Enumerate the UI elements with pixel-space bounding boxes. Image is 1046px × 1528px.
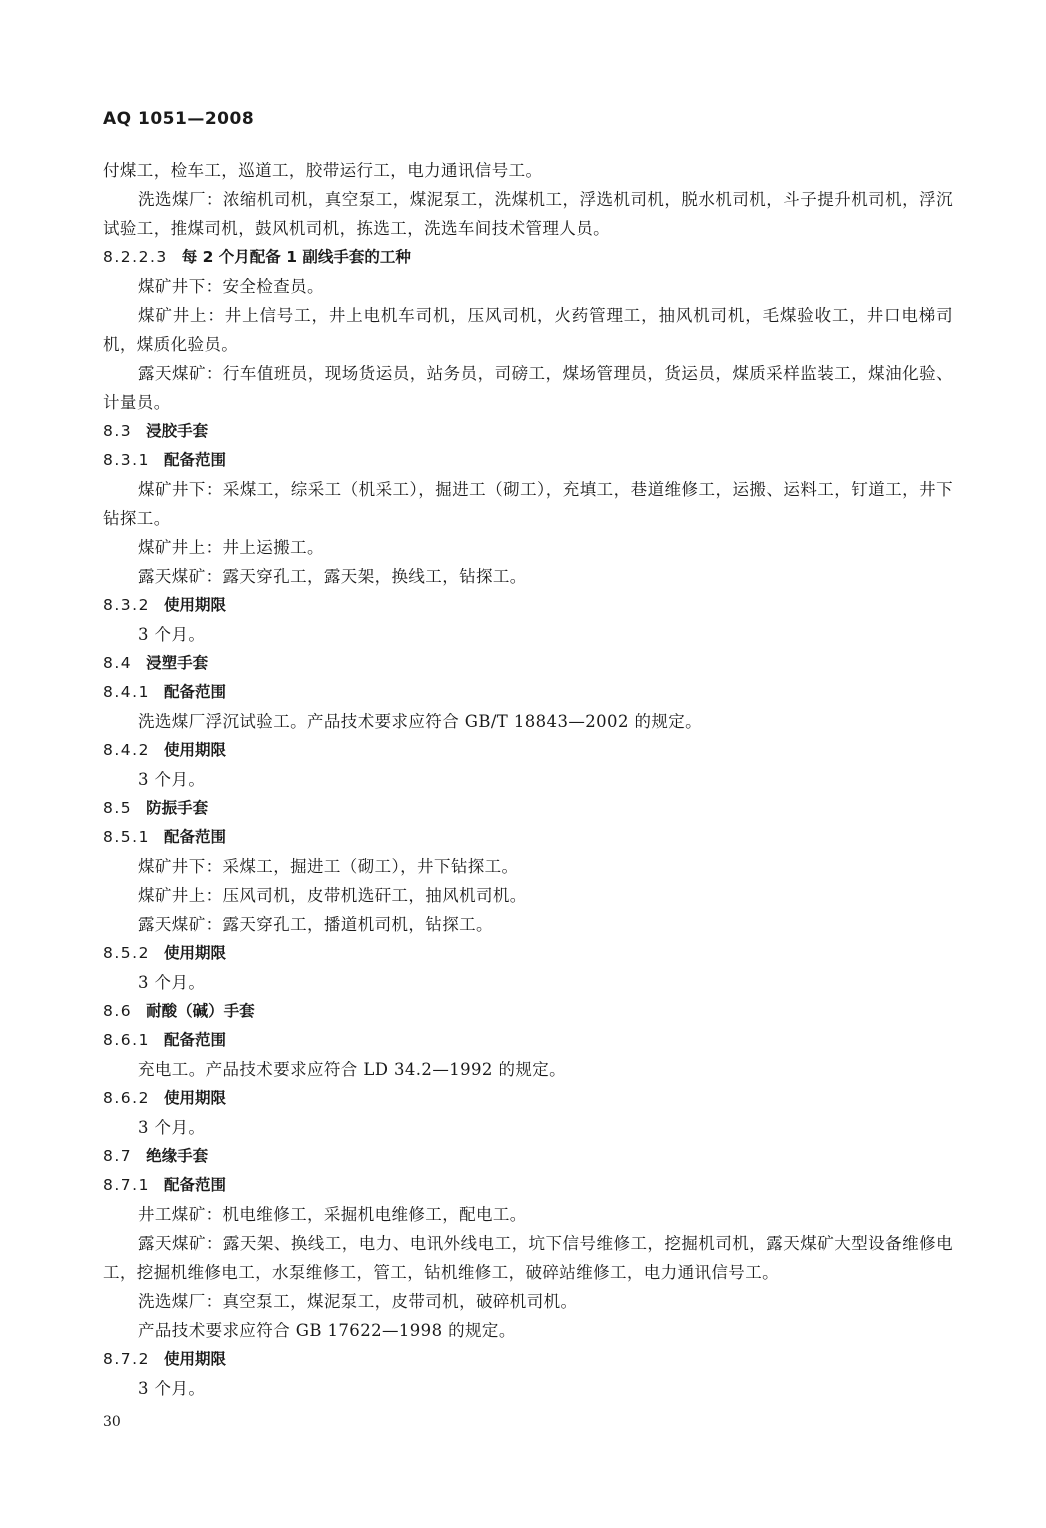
section-heading bbox=[103, 1345, 953, 1374]
paragraph: 煤矿井上：井上信号工，井上电机车司机，压风司机，火药管理工，抽风机司机，毛煤验收工，井口电梯司机，煤质化验员。 bbox=[103, 306, 953, 354]
paragraph: 露天煤矿：露天穿孔工，播道机司机，钻探工。 bbox=[138, 915, 493, 934]
paragraph: 露天煤矿：露天架、换线工，电力、电讯外线电工，坑下信号维修工，挖掘机司机，露天煤矿大型设备维修电工，挖掘机维修电工，水泵维修工，管工，钻机维修工，破碎站维修工，电力通讯信号工。 bbox=[103, 1234, 953, 1282]
section-heading bbox=[103, 939, 953, 968]
section-heading bbox=[103, 736, 953, 765]
section-title: 配备范围 bbox=[163, 683, 226, 701]
paragraph: 煤矿井上：井上运搬工。 bbox=[138, 538, 324, 557]
section-number: 8.5.2 bbox=[103, 944, 150, 962]
section-title: 耐酸（碱）手套 bbox=[146, 1002, 255, 1020]
section-heading bbox=[103, 1142, 953, 1171]
section-number: 8.7.2 bbox=[103, 1350, 150, 1368]
paragraph: 3 个月。 bbox=[138, 770, 206, 789]
section-number: 8.4.1 bbox=[103, 683, 150, 701]
section-number: 8.4.2 bbox=[103, 741, 150, 759]
paragraph: 产品技术要求应符合 GB 17622—1998 的规定。 bbox=[138, 1321, 516, 1340]
paragraph: 煤矿井下：采煤工，综采工（机采工），掘进工（砌工），充填工，巷道维修工，运搬、运料工，钉道工，井下钻探工。 bbox=[103, 480, 953, 528]
paragraph: 3 个月。 bbox=[138, 625, 206, 644]
section-number: 8.6.1 bbox=[103, 1031, 150, 1049]
section-title: 使用期限 bbox=[163, 944, 226, 962]
section-title: 绝缘手套 bbox=[146, 1147, 209, 1165]
section-number: 8.3 bbox=[103, 422, 133, 440]
section-heading bbox=[103, 446, 953, 475]
document-body bbox=[103, 156, 953, 1403]
paragraph: 煤矿井下：安全检查员。 bbox=[138, 277, 324, 296]
section-title: 浸塑手套 bbox=[146, 654, 209, 672]
section-number: 8.5.1 bbox=[103, 828, 150, 846]
section-number: 8.3.1 bbox=[103, 451, 150, 469]
section-heading bbox=[103, 823, 953, 852]
section-title: 使用期限 bbox=[163, 1089, 226, 1107]
section-title: 配备范围 bbox=[163, 1031, 226, 1049]
page-number: 30 bbox=[103, 1414, 121, 1430]
section-heading bbox=[103, 649, 953, 678]
section-title: 使用期限 bbox=[163, 741, 226, 759]
paragraph: 3 个月。 bbox=[138, 1118, 206, 1137]
paragraph: 洗选煤厂：真空泵工，煤泥泵工，皮带司机，破碎机司机。 bbox=[138, 1292, 578, 1311]
paragraph: 露天煤矿：行车值班员，现场货运员，站务员，司磅工，煤场管理员，货运员，煤质采样监装工，煤油化验、计量员。 bbox=[103, 364, 953, 412]
section-title: 配备范围 bbox=[163, 828, 226, 846]
section-heading bbox=[103, 794, 953, 823]
section-title: 配备范围 bbox=[163, 451, 226, 469]
paragraph: 井工煤矿：机电维修工，采掘机电维修工，配电工。 bbox=[138, 1205, 527, 1224]
section-number: 8.7 bbox=[103, 1147, 133, 1165]
section-title: 使用期限 bbox=[163, 1350, 226, 1368]
paragraph: 洗选煤厂浮沉试验工。产品技术要求应符合 GB/T 18843—2002 的规定。 bbox=[138, 712, 703, 731]
paragraph: 3 个月。 bbox=[138, 973, 206, 992]
section-number: 8.7.1 bbox=[103, 1176, 150, 1194]
paragraph: 露天煤矿：露天穿孔工，露天架，换线工，钻探工。 bbox=[138, 567, 527, 586]
document-id-header: AQ 1051—2008 bbox=[103, 109, 255, 129]
section-title: 浸胶手套 bbox=[146, 422, 209, 440]
paragraph: 洗选煤厂：浓缩机司机，真空泵工，煤泥泵工，洗煤机工，浮选机司机，脱水机司机，斗子提升机司机，浮沉试验工，推煤司机，鼓风机司机，拣选工，洗选车间技术管理人员。 bbox=[103, 190, 953, 238]
section-number: 8.6.2 bbox=[103, 1089, 150, 1107]
paragraph: 煤矿井上：压风司机，皮带机选矸工，抽风机司机。 bbox=[138, 886, 527, 905]
section-title: 配备范围 bbox=[163, 1176, 226, 1194]
section-title: 使用期限 bbox=[163, 596, 226, 614]
section-title: 每 2 个月配备 1 副线手套的工种 bbox=[181, 248, 411, 266]
section-number: 8.5 bbox=[103, 799, 133, 817]
section-heading bbox=[103, 1171, 953, 1200]
paragraph: 煤矿井下：采煤工，掘进工（砌工），井下钻探工。 bbox=[138, 857, 519, 876]
section-heading bbox=[103, 591, 953, 620]
section-number: 8.4 bbox=[103, 654, 133, 672]
paragraph: 3 个月。 bbox=[138, 1379, 206, 1398]
section-number: 8.2.2.3 bbox=[103, 248, 168, 266]
section-heading bbox=[103, 1084, 953, 1113]
section-title: 防振手套 bbox=[146, 799, 209, 817]
section-heading bbox=[103, 1026, 953, 1055]
paragraph: 充电工。产品技术要求应符合 LD 34.2—1992 的规定。 bbox=[138, 1060, 567, 1079]
section-number: 8.6 bbox=[103, 1002, 133, 1020]
section-number: 8.3.2 bbox=[103, 596, 150, 614]
section-heading bbox=[103, 678, 953, 707]
section-heading bbox=[103, 417, 953, 446]
section-heading bbox=[103, 243, 953, 272]
text-line: 付煤工，检车工，巡道工，胶带运行工，电力通讯信号工。 bbox=[103, 161, 543, 180]
section-heading bbox=[103, 997, 953, 1026]
